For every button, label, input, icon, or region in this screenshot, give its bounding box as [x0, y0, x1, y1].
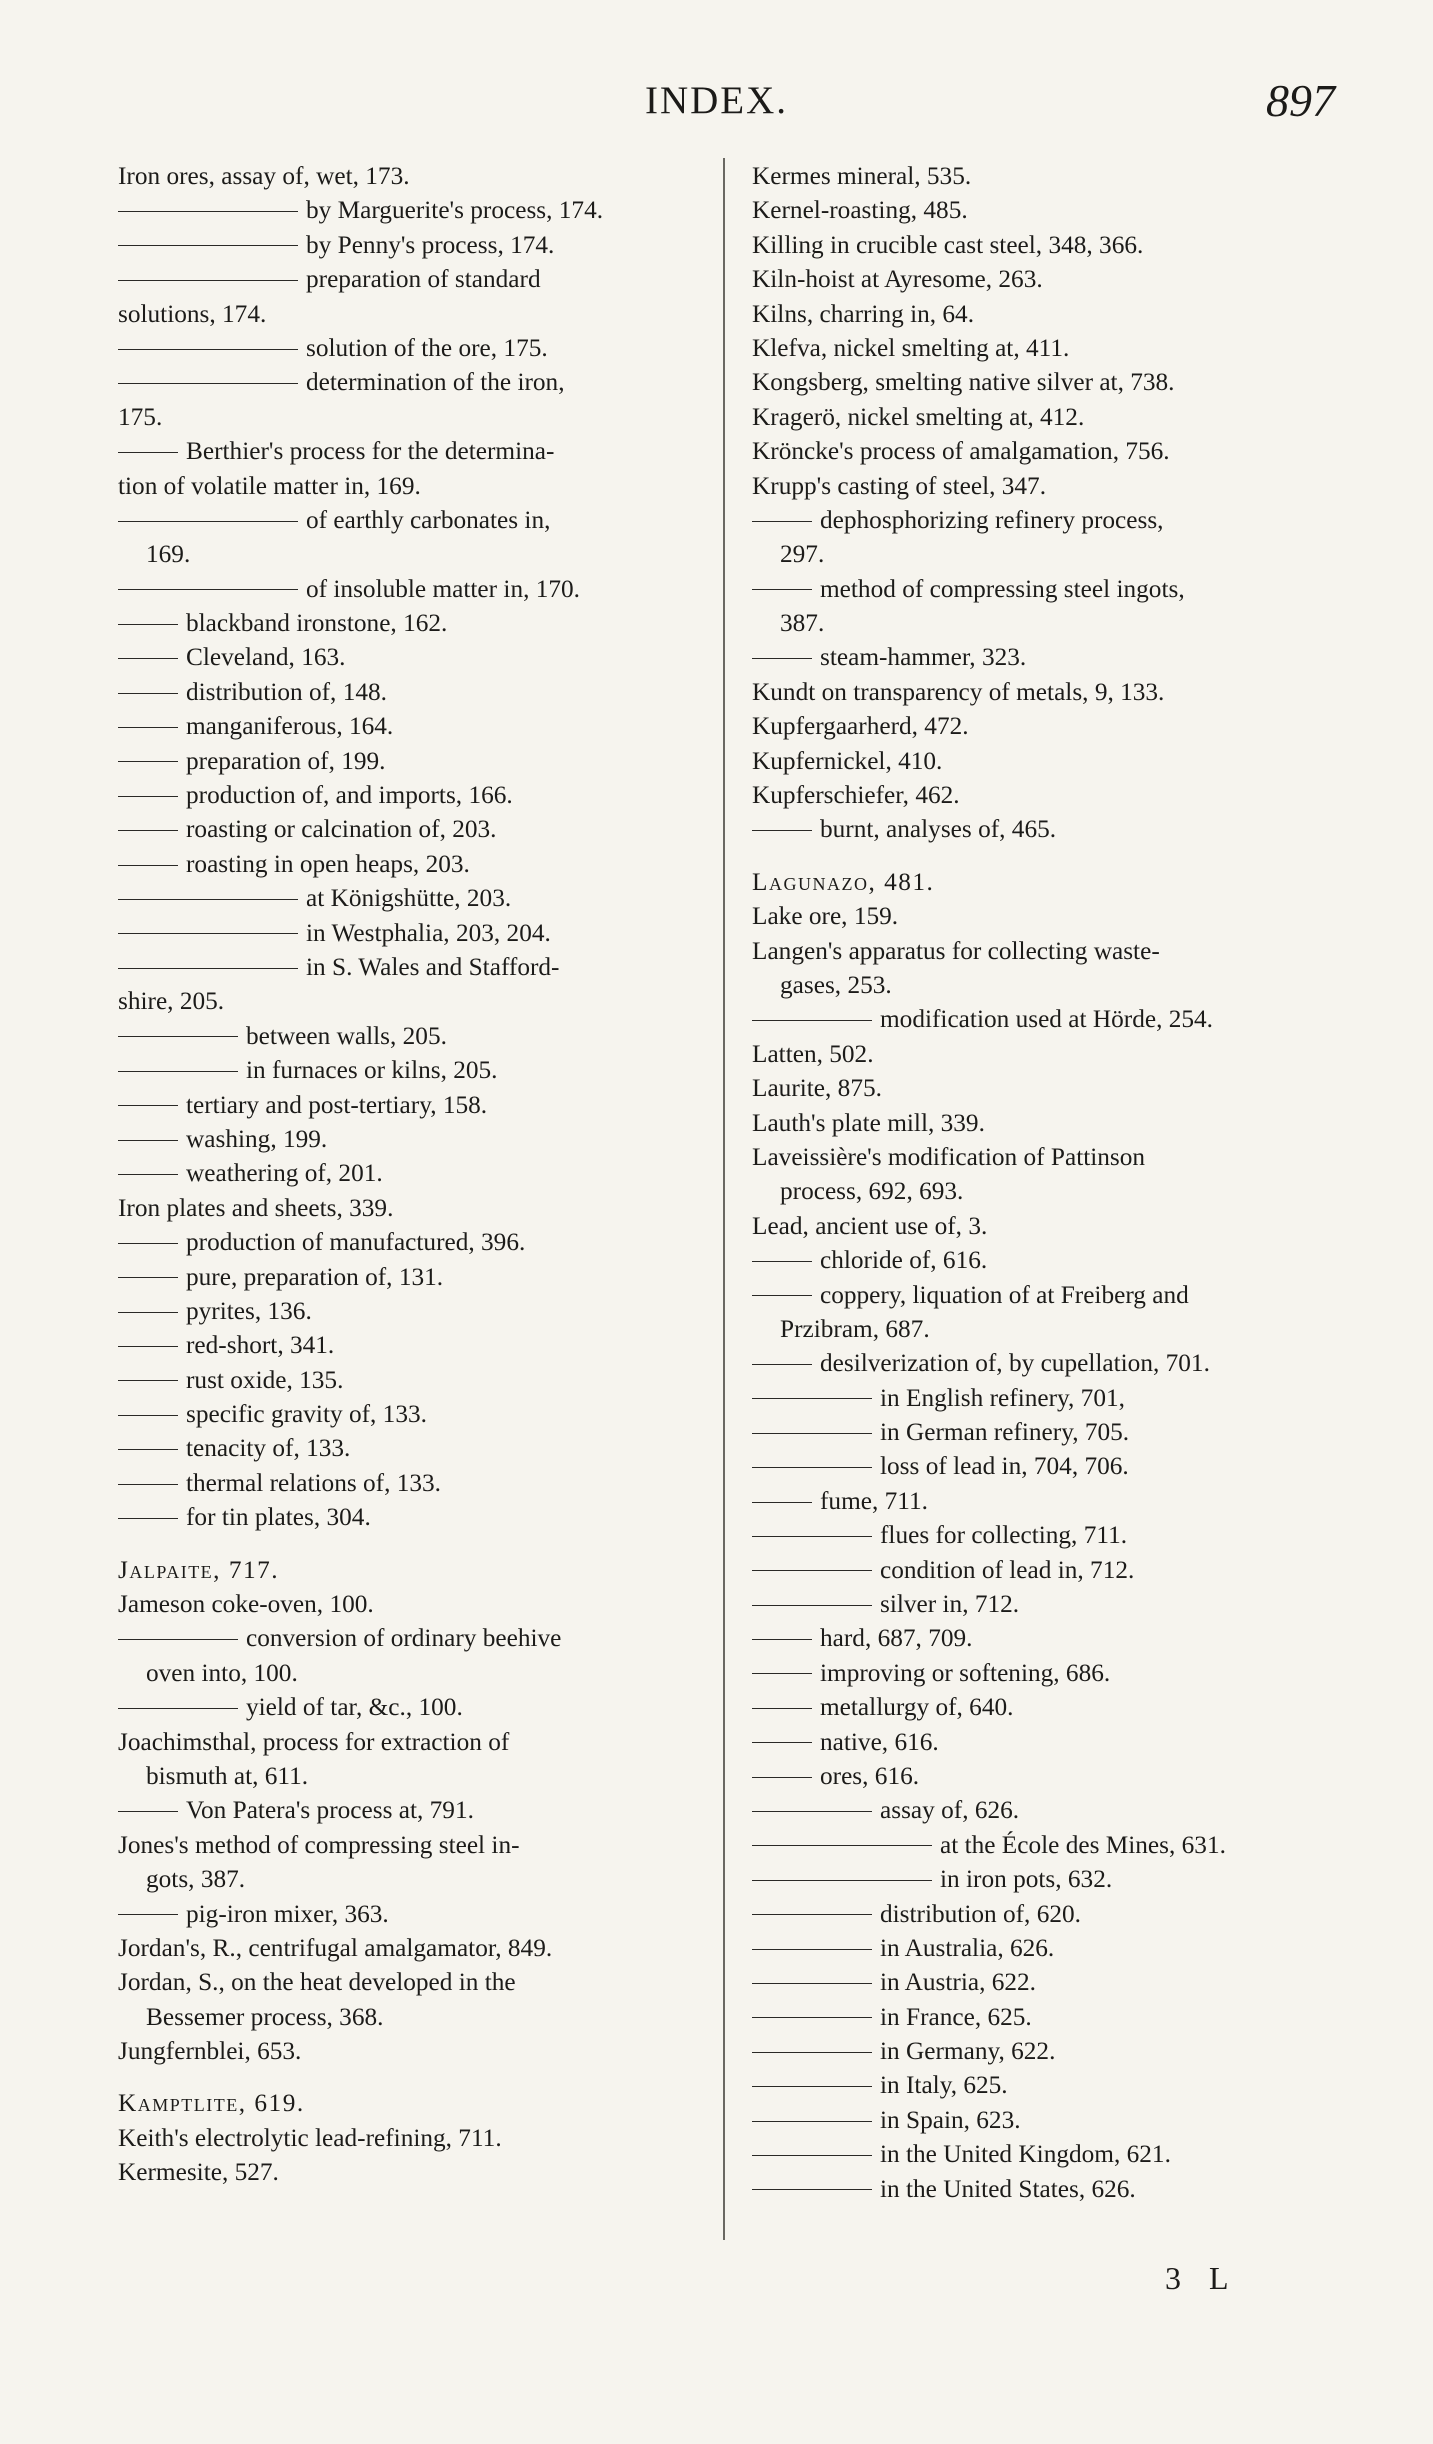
- index-subentry: modification used at Hörde, 254.: [752, 1002, 1322, 1036]
- index-subentry: native, 616.: [752, 1725, 1322, 1759]
- index-entry: Iron plates and sheets, 339.: [118, 1193, 394, 1222]
- index-continuation: 169.: [146, 540, 191, 569]
- index-entry: Klefva, nickel smelting at, 411.: [752, 333, 1070, 362]
- index-entry: Krupp's casting of steel, 347.: [752, 471, 1047, 500]
- index-subentry: in S. Wales and Stafford-: [118, 950, 698, 984]
- index-subentry: preparation of standard: [118, 262, 698, 296]
- index-continuation: shire, 205.: [118, 987, 225, 1016]
- index-entry: Jordan's, R., centrifugal amalgamator, 849.: [118, 1933, 553, 1962]
- index-subentry: manganiferous, 164.: [118, 709, 698, 743]
- index-subentry: blackband ironstone, 162.: [118, 606, 698, 640]
- index-subentry: of insoluble matter in, 170.: [118, 572, 698, 606]
- index-entry: Kupfernickel, 410.: [752, 746, 943, 775]
- index-subentry: condition of lead in, 712.: [752, 1553, 1322, 1587]
- index-entry: Jameson coke-oven, 100.: [118, 1590, 374, 1619]
- index-subentry: roasting or calcination of, 203.: [118, 812, 698, 846]
- index-continuation: gases, 253.: [780, 970, 892, 999]
- index-column-left: [118, 159, 698, 2190]
- index-column-right: [752, 159, 1322, 2206]
- index-subentry: ores, 616.: [752, 1759, 1322, 1793]
- index-entry: Lead, ancient use of, 3.: [752, 1211, 988, 1240]
- index-entry: Kiln-hoist at Ayresome, 263.: [752, 265, 1043, 294]
- index-entry: Kundt on transparency of metals, 9, 133.: [752, 677, 1165, 706]
- index-subentry: in Austria, 622.: [752, 1965, 1322, 1999]
- index-subentry: in the United Kingdom, 621.: [752, 2137, 1322, 2171]
- index-subentry: in Australia, 626.: [752, 1931, 1322, 1965]
- index-entry: Latten, 502.: [752, 1039, 874, 1068]
- index-entry: Langen's apparatus for collecting waste-: [752, 936, 1160, 965]
- index-subentry: dephosphorizing refinery process,: [752, 503, 1322, 537]
- page-number: 897: [1266, 75, 1335, 126]
- index-subentry: in Westphalia, 203, 204.: [118, 916, 698, 950]
- index-subentry: Von Patera's process at, 791.: [118, 1793, 698, 1827]
- index-subentry: for tin plates, 304.: [118, 1500, 698, 1534]
- index-entry: Kernel-roasting, 485.: [752, 196, 968, 225]
- index-subentry: improving or softening, 686.: [752, 1656, 1322, 1690]
- index-subentry: specific gravity of, 133.: [118, 1397, 698, 1431]
- index-entry: Kilns, charring in, 64.: [752, 299, 975, 328]
- index-subentry: pig-iron mixer, 363.: [118, 1897, 698, 1931]
- index-subentry: in Germany, 622.: [752, 2034, 1322, 2068]
- index-entry: Kongsberg, smelting native silver at, 738.: [752, 368, 1175, 397]
- index-subentry: washing, 199.: [118, 1122, 698, 1156]
- index-continuation: solutions, 174.: [118, 299, 267, 328]
- index-subentry: rust oxide, 135.: [118, 1363, 698, 1397]
- index-entry: Kupfergaarherd, 472.: [752, 712, 969, 741]
- index-subentry: at the École des Mines, 631.: [752, 1828, 1322, 1862]
- index-subentry: weathering of, 201.: [118, 1156, 698, 1190]
- index-subentry: roasting in open heaps, 203.: [118, 847, 698, 881]
- index-entry: Iron ores, assay of, wet, 173.: [118, 162, 410, 190]
- index-entry: Keith's electrolytic lead-refining, 711.: [118, 2123, 502, 2152]
- index-entry: Laurite, 875.: [752, 1074, 882, 1103]
- index-subentry: solution of the ore, 175.: [118, 331, 698, 365]
- index-continuation: process, 692, 693.: [780, 1177, 964, 1206]
- index-subentry: by Marguerite's process, 174.: [118, 193, 698, 227]
- index-continuation: bismuth at, 611.: [146, 1761, 309, 1790]
- index-subentry: steam-hammer, 323.: [752, 640, 1322, 674]
- index-subentry: of earthly carbonates in,: [118, 503, 698, 537]
- index-entry: Kragerö, nickel smelting at, 412.: [752, 402, 1085, 431]
- index-subentry: distribution of, 148.: [118, 675, 698, 709]
- index-continuation: 387.: [780, 609, 825, 638]
- index-subentry: thermal relations of, 133.: [118, 1466, 698, 1500]
- index-subentry: in iron pots, 632.: [752, 1862, 1322, 1896]
- index-entry: Joachimsthal, process for extraction of: [118, 1727, 510, 1756]
- index-entry: Jones's method of compressing steel in-: [118, 1830, 520, 1859]
- index-subentry: at Königshütte, 203.: [118, 881, 698, 915]
- index-subentry: determination of the iron,: [118, 365, 698, 399]
- index-entry: Lake ore, 159.: [752, 902, 899, 931]
- index-subentry: coppery, liquation of at Freiberg and: [752, 1278, 1322, 1312]
- index-subentry: in Spain, 623.: [752, 2103, 1322, 2137]
- index-subentry: Berthier's process for the determina-: [118, 434, 698, 468]
- index-subentry: hard, 687, 709.: [752, 1621, 1322, 1655]
- index-subentry: pyrites, 136.: [118, 1294, 698, 1328]
- index-continuation: 297.: [780, 540, 825, 569]
- index-subentry: burnt, analyses of, 465.: [752, 812, 1322, 846]
- index-subentry: distribution of, 620.: [752, 1897, 1322, 1931]
- column-divider: [723, 158, 725, 2240]
- index-subentry: method of compressing steel ingots,: [752, 572, 1322, 606]
- index-continuation: gots, 387.: [146, 1865, 246, 1894]
- index-subentry: preparation of, 199.: [118, 744, 698, 778]
- index-entry: Laveissière's modification of Pattinson: [752, 1142, 1146, 1171]
- index-entry: Kupferschiefer, 462.: [752, 781, 960, 810]
- index-subentry: in Italy, 625.: [752, 2068, 1322, 2102]
- index-subentry: assay of, 626.: [752, 1793, 1322, 1827]
- signature-mark: 3 L: [1165, 2260, 1239, 2296]
- index-subentry: fume, 711.: [752, 1484, 1322, 1518]
- index-continuation: tion of volatile matter in, 169.: [118, 471, 421, 500]
- page-header-title: INDEX.: [644, 79, 789, 122]
- index-subentry: desilverization of, by cupellation, 701.: [752, 1346, 1322, 1380]
- index-entry: Lauth's plate mill, 339.: [752, 1108, 985, 1137]
- index-entry: Jordan, S., on the heat developed in the: [118, 1968, 516, 1997]
- index-subentry: in furnaces or kilns, 205.: [118, 1053, 698, 1087]
- index-continuation: 175.: [118, 402, 163, 431]
- index-subentry: production of, and imports, 166.: [118, 778, 698, 812]
- index-continuation: oven into, 100.: [146, 1658, 298, 1687]
- index-letter-entry: Lagunazo, 481.: [752, 867, 935, 896]
- index-subentry: tertiary and post-tertiary, 158.: [118, 1088, 698, 1122]
- index-subentry: by Penny's process, 174.: [118, 228, 698, 262]
- index-entry: Kermes mineral, 535.: [752, 162, 972, 190]
- index-entry: Jungfernblei, 653.: [118, 2037, 302, 2066]
- index-subentry: red-short, 341.: [118, 1328, 698, 1362]
- index-subentry: yield of tar, &c., 100.: [118, 1690, 698, 1724]
- index-subentry: between walls, 205.: [118, 1019, 698, 1053]
- index-continuation: Bessemer process, 368.: [146, 2002, 384, 2031]
- index-entry: Killing in crucible cast steel, 348, 366.: [752, 230, 1144, 259]
- index-subentry: silver in, 712.: [752, 1587, 1322, 1621]
- index-subentry: Cleveland, 163.: [118, 640, 698, 674]
- index-subentry: metallurgy of, 640.: [752, 1690, 1322, 1724]
- index-subentry: in France, 625.: [752, 2000, 1322, 2034]
- index-subentry: conversion of ordinary beehive: [118, 1621, 698, 1655]
- index-entry: Kröncke's process of amalgamation, 756.: [752, 437, 1170, 466]
- index-subentry: production of manufactured, 396.: [118, 1225, 698, 1259]
- index-letter-entry: Jalpaite, 717.: [118, 1555, 280, 1584]
- index-subentry: flues for collecting, 711.: [752, 1518, 1322, 1552]
- index-letter-entry: Kamptlite, 619.: [118, 2089, 305, 2118]
- index-subentry: in English refinery, 701,: [752, 1381, 1322, 1415]
- index-subentry: loss of lead in, 704, 706.: [752, 1449, 1322, 1483]
- index-subentry: pure, preparation of, 131.: [118, 1260, 698, 1294]
- index-entry: Kermesite, 527.: [118, 2158, 279, 2187]
- index-subentry: in the United States, 626.: [752, 2172, 1322, 2206]
- index-subentry: in German refinery, 705.: [752, 1415, 1322, 1449]
- index-continuation: Przibram, 687.: [780, 1314, 930, 1343]
- index-subentry: tenacity of, 133.: [118, 1431, 698, 1465]
- index-subentry: chloride of, 616.: [752, 1243, 1322, 1277]
